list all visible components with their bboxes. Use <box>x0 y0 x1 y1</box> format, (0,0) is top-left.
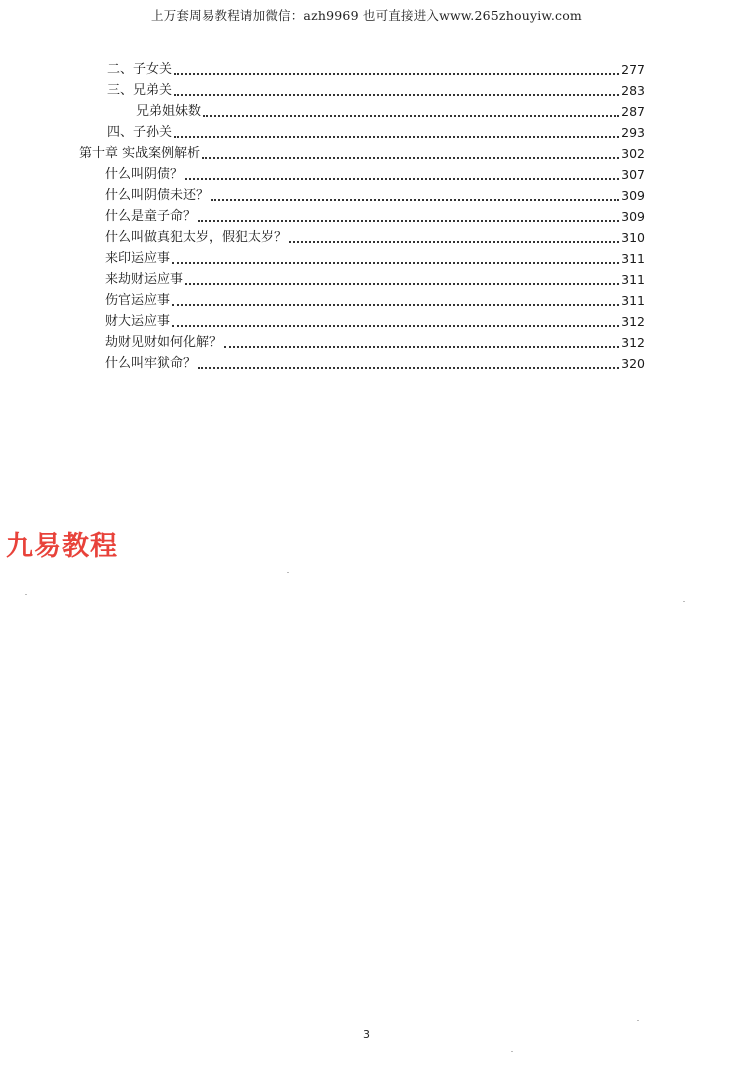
toc-entry[interactable] <box>136 100 645 120</box>
toc-entry[interactable] <box>105 205 645 225</box>
toc-entry[interactable] <box>107 58 645 78</box>
toc-entry-page: 311 <box>621 293 645 308</box>
toc-entry[interactable] <box>107 79 645 99</box>
toc-entry[interactable] <box>105 163 645 183</box>
toc-dot-leader <box>174 136 619 138</box>
scan-speck <box>637 1020 639 1021</box>
toc-entry-label: 什么叫牢狱命？ <box>105 356 197 371</box>
toc-dot-leader <box>172 304 619 306</box>
toc-dot-leader <box>203 115 619 117</box>
toc-entry[interactable] <box>107 121 645 141</box>
toc-entry-page: 309 <box>621 188 645 203</box>
toc-dot-leader <box>185 283 619 285</box>
toc-dot-leader <box>289 241 619 243</box>
toc-entry-page: 302 <box>621 146 645 161</box>
toc-entry[interactable] <box>105 226 645 246</box>
toc-dot-leader <box>174 73 619 75</box>
toc-entry-page: 310 <box>621 230 645 245</box>
toc-entry-label: 什么叫阴债？ <box>105 167 184 182</box>
toc-entry[interactable] <box>105 310 645 330</box>
toc-entry-label: 什么叫做真犯太岁，假犯太岁？ <box>105 230 288 245</box>
toc-entry-label: 第十章 实战案例解析 <box>79 146 201 161</box>
toc-dot-leader <box>198 220 619 222</box>
toc-dot-leader <box>172 325 619 327</box>
toc-entry-label: 三、兄弟关 <box>107 83 173 98</box>
toc-entry-label: 劫财见财如何化解？ <box>105 335 223 350</box>
toc-entry[interactable] <box>105 352 645 372</box>
scan-speck <box>25 594 27 595</box>
toc-entry-label: 二、子女关 <box>107 62 173 77</box>
toc-entry-page: 309 <box>621 209 645 224</box>
toc-entry-page: 277 <box>621 62 645 77</box>
scan-speck <box>511 1051 513 1052</box>
toc-entry-page: 293 <box>621 125 645 140</box>
toc-dot-leader <box>185 178 619 180</box>
watermark-logo: 九易教程 <box>6 531 118 562</box>
toc-entry[interactable] <box>105 289 645 309</box>
toc-entry-label: 什么是童子命？ <box>105 209 197 224</box>
toc-dot-leader <box>174 94 619 96</box>
toc-entry[interactable] <box>105 268 645 288</box>
toc-entry[interactable] <box>105 331 645 351</box>
scan-speck <box>287 572 289 573</box>
toc-entry-label: 四、子孙关 <box>107 125 173 140</box>
toc-dot-leader <box>224 346 619 348</box>
toc-entry-label: 伤官运应事 <box>105 293 171 308</box>
toc-entry-page: 312 <box>621 335 645 350</box>
toc-dot-leader <box>202 157 619 159</box>
toc-entry-page: 311 <box>621 272 645 287</box>
toc-dot-leader <box>198 367 619 369</box>
toc-entry-label: 兄弟姐妹数 <box>136 104 202 119</box>
toc-entry-page: 320 <box>621 356 645 371</box>
page-header: 上万套周易教程请加微信：azh9969 也可直接进入www.265zhouyiw.com <box>151 8 582 23</box>
toc-entry-page: 307 <box>621 167 645 182</box>
toc-entry-label: 来印运应事 <box>105 251 171 266</box>
toc-entry-label: 财大运应事 <box>105 314 171 329</box>
toc-entry-page: 312 <box>621 314 645 329</box>
toc-entry-label: 来劫财运应事 <box>105 272 184 287</box>
toc-chapter-entry[interactable] <box>79 142 645 162</box>
toc-entry[interactable] <box>105 184 645 204</box>
toc-dot-leader <box>211 199 619 201</box>
toc-entry-label: 什么叫阴债未还？ <box>105 188 210 203</box>
scan-speck <box>683 601 685 602</box>
page-number: 3 <box>363 1028 370 1041</box>
toc-entry-page: 287 <box>621 104 645 119</box>
toc-entry-page: 311 <box>621 251 645 266</box>
toc-entry-page: 283 <box>621 83 645 98</box>
toc-entry[interactable] <box>105 247 645 267</box>
toc-dot-leader <box>172 262 619 264</box>
